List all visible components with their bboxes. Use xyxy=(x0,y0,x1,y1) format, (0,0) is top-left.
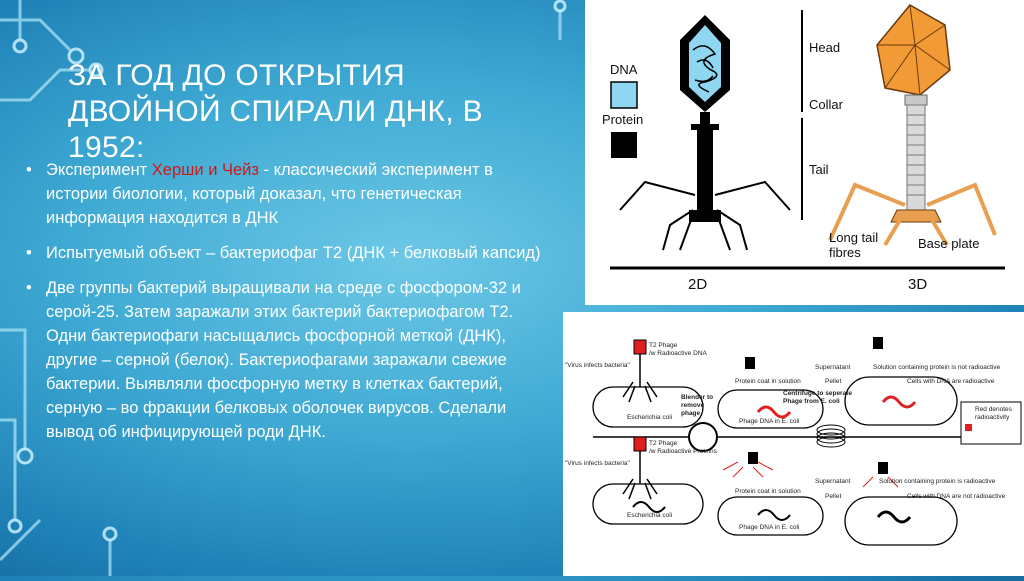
result-bottom-2: Cells with DNA are not radioactive xyxy=(907,493,1006,500)
bullet-item: • Испытуемый объект – бактериофаг Т2 (ДНК + белковый капсид) xyxy=(26,241,546,265)
virus-label-top: "Virus infects bacteria" xyxy=(565,362,630,369)
view-2d-label: 2D xyxy=(688,276,708,293)
phage-head-3d xyxy=(877,5,950,95)
collar-label: Collar xyxy=(809,97,843,112)
view-3d-label: 3D xyxy=(908,276,928,293)
protein-legend-label: Protein xyxy=(602,112,644,127)
phage-label-top: T2 Phage xyxy=(649,342,678,349)
experiment-figure xyxy=(563,312,1024,576)
head-label: Head xyxy=(809,40,841,55)
pellet-top: Pellet xyxy=(825,378,842,385)
centrifuge-label: Centrifuge to seperate Phage from E. coli xyxy=(783,390,852,405)
phage-structure-figure xyxy=(585,0,1024,305)
blender-icon xyxy=(689,423,717,451)
bullet-icon: • xyxy=(26,161,32,179)
blender-label: Blender to remove phage xyxy=(681,394,714,417)
highlight-text: Херши и Чейз xyxy=(151,161,259,179)
dna-label-bottom: Phage DNA in E. coli xyxy=(739,524,800,531)
phage-drawing xyxy=(585,0,1024,305)
radioactivity-legend: Red denotes radioactivity xyxy=(975,406,1012,421)
baseplate-label: Base plate xyxy=(918,236,980,251)
bullet-item: • Две группы бактерий выращивали на среде с фосфором-32 и серой-25. Затем заражали этих бактерий бактериофагом Т2. Одни бактериофаги насыщались фосфорной меткой (ДНК), другие – серной (белок). Бактериофагами заражали свежие бактерии. Выявляли фосфорную метку в клетках бактерий, серную – во фракции белковых оболочек вирусов. Сделали вывод об инфицирующей роди ДНК. xyxy=(26,276,546,444)
phage-sublabel-top: /w Radioactive DNA xyxy=(649,350,707,357)
bullet-item: • Эксперимент Херши и Чейз - классический эксперимент в истории биологии, который доказал, что генетическая информация находится в ДНК xyxy=(26,158,546,230)
virus-label-bottom: "Virus infects bacteria" xyxy=(565,460,630,467)
dna-label-top: Phage DNA in E. coli xyxy=(739,418,800,425)
tail-label: Tail xyxy=(809,162,829,177)
bullet-icon: • xyxy=(26,279,32,297)
slide-title: ЗА ГОД ДО ОТКРЫТИЯ ДВОЙНОЙ СПИРАЛИ ДНК, В 1952: xyxy=(68,59,483,164)
bullet-list xyxy=(26,158,546,455)
result-top-1: Solution containing protein is not radioactive xyxy=(873,364,1001,371)
experiment-drawing xyxy=(563,312,1024,576)
ecoli-label-bottom: Escherichia coli xyxy=(627,512,673,519)
ecoli-label-top: Escherichia coli xyxy=(627,414,673,421)
dna-legend-swatch xyxy=(611,82,637,108)
pellet-bottom: Pellet xyxy=(825,493,842,500)
bullet-icon: • xyxy=(26,244,32,262)
result-top-2: Cells with DNA are radioactive xyxy=(907,378,995,385)
coat-label-bottom: Protein coat in solution xyxy=(735,488,801,495)
phage-label-bottom: T2 Phage xyxy=(649,440,678,447)
phage-sublabel-bottom: /w Radioactive Proteins xyxy=(649,448,717,455)
coat-label-top: Protein coat in solution xyxy=(735,378,801,385)
centrifuge-icon xyxy=(817,425,845,447)
protein-legend-swatch xyxy=(611,132,637,158)
supernatant-bottom: Supernatant xyxy=(815,478,851,485)
dna-legend-label: DNA xyxy=(610,62,638,77)
supernatant-top: Supernatant xyxy=(815,364,851,371)
result-bottom-1: Solution containing protein is radioactive xyxy=(879,478,996,485)
fibres-label: Long tail fibres xyxy=(829,230,879,260)
